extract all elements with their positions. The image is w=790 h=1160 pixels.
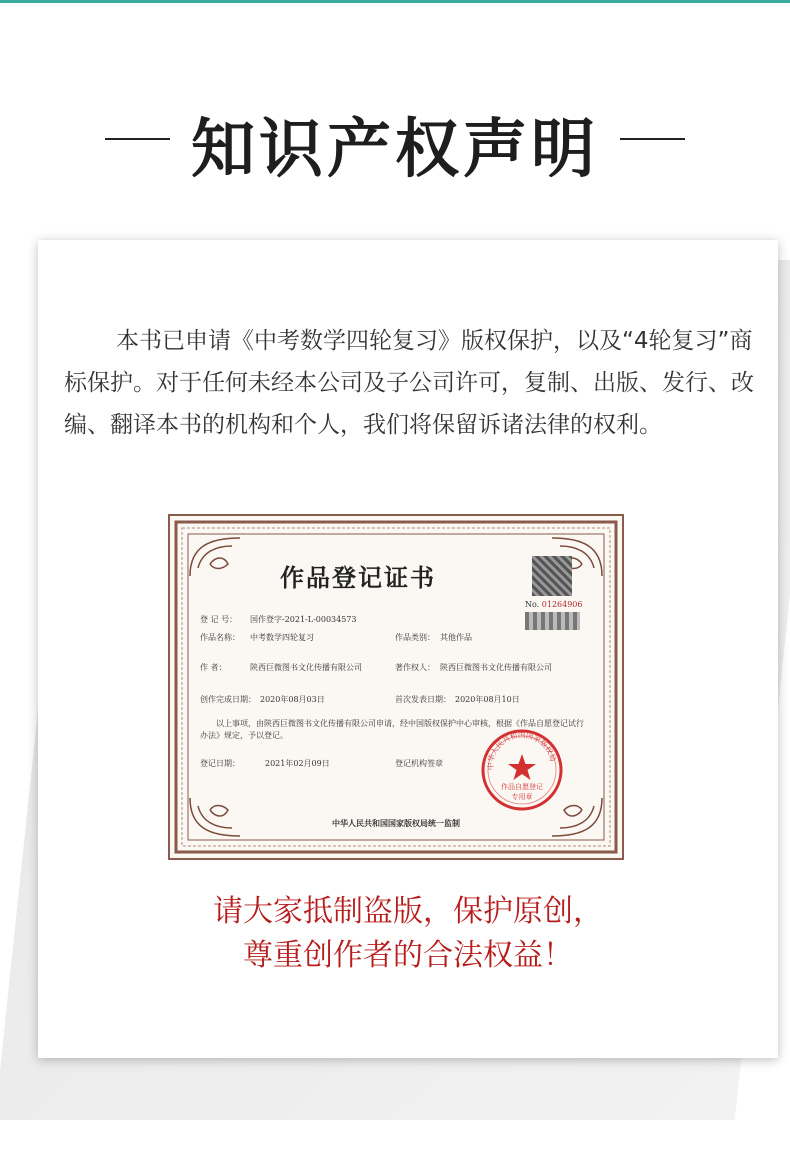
certificate-footer: 中华人民共和国国家版权局统一监制 — [332, 818, 460, 828]
published-date-label: 首次发表日期： — [395, 695, 451, 704]
owner-value: 陕西巨微图书文化传播有限公司 — [440, 663, 552, 672]
certificate-paragraph: 以上事项，由陕西巨微图书文化传播有限公司申请，经中国版权保护中心审核，根据《作品自愿登记试行办法》规定，予以登记。 — [200, 719, 584, 740]
seal-ring-text: 中华人民共和国国家版权局 — [485, 730, 558, 771]
title-rule-right — [620, 138, 685, 140]
slogan-line-2: 尊重创作者的合法权益！ — [243, 938, 573, 973]
completed-date-value: 2020年08月03日 — [260, 695, 325, 704]
registration-certificate — [168, 514, 624, 860]
seal-label: 登记机构签章 — [395, 759, 443, 768]
seal-star-icon — [508, 754, 536, 780]
seal-text-line2: 专用章 — [511, 793, 533, 801]
top-accent-bar — [0, 0, 790, 3]
author-label: 作 者： — [200, 663, 227, 672]
reg-number-label: 登 记 号： — [200, 615, 238, 624]
page-title: 知识产权声明 — [191, 113, 599, 187]
author-value: 陕西巨微图书文化传播有限公司 — [250, 663, 362, 672]
work-category-label: 作品类别： — [395, 633, 435, 642]
completed-date-label: 创作完成日期： — [200, 695, 256, 704]
work-name-label: 作品名称： — [200, 633, 240, 642]
declaration-card — [38, 240, 778, 1058]
owner-label: 著作权人： — [395, 663, 435, 672]
reg-date-label: 登记日期： — [200, 759, 240, 768]
official-seal — [480, 728, 564, 812]
reg-number-value: 国作登字-2021-L-00034573 — [250, 615, 357, 624]
seal-text-line1: 作品自愿登记 — [501, 783, 543, 791]
published-date-value: 2020年08月10日 — [455, 695, 520, 704]
slogan-line-1: 请大家抵制盗版，保护原创， — [213, 894, 603, 929]
page-header — [0, 88, 790, 198]
work-name-value: 中考数学四轮复习 — [250, 633, 314, 642]
work-category-value: 其他作品 — [440, 633, 472, 642]
anti-piracy-slogan — [38, 890, 778, 978]
copyright-statement: 本书已申请《中考数学四轮复习》版权保护，以及“4轮复习”商标保护。对于任何未经本公司及子公司许可，复制、出版、发行、改编、翻译本书的机构和个人，我们将保留诉诸法律的权利。 — [64, 328, 754, 438]
qr-code-blurred — [532, 556, 572, 596]
reg-date-value: 2021年02月09日 — [265, 759, 330, 768]
certificate-title: 作品登记证书 — [280, 563, 436, 592]
barcode-blurred — [525, 612, 580, 630]
certificate-number: No. 01264906 — [525, 600, 583, 609]
